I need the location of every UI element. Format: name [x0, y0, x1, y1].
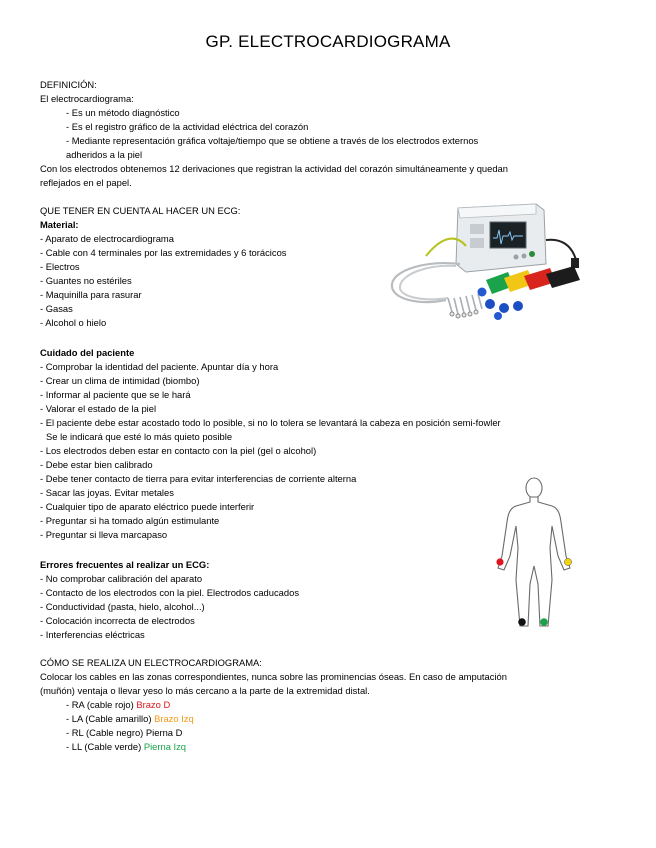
- errors-item: - Contacto de los electrodos con la piel. Electrodos caducados: [40, 587, 300, 598]
- errors-item: - Colocación incorrecta de electrodos: [40, 615, 195, 626]
- patient-care-item: - Debe tener contacto de tierra para evitar interferencias de corriente alterna: [40, 473, 357, 484]
- definition-closing: reflejados en el papel.: [40, 177, 132, 188]
- material-item: - Maquinilla para rasurar: [40, 289, 142, 300]
- errors-item: - No comprobar calibración del aparato: [40, 573, 203, 584]
- lead-rl: - RL (Cable negro) Pierna D: [66, 727, 183, 738]
- material-subheading: Material:: [40, 219, 79, 230]
- electrode-ra: [496, 558, 503, 565]
- patient-care-item: - Preguntar si lleva marcapaso: [40, 529, 168, 540]
- how-section: [40, 656, 640, 754]
- lead-ra-limb: Brazo D: [136, 699, 171, 710]
- material-item: - Alcohol o hielo: [40, 317, 107, 328]
- patient-care-item: Se le indicará que esté lo más quieto posible: [46, 431, 233, 442]
- definition-bullet: - Es un método diagnóstico: [66, 107, 180, 118]
- definition-bullet: - Es el registro gráfico de la actividad eléctrica del corazón: [66, 121, 309, 132]
- body-diagram-image: [486, 476, 582, 636]
- electrode-ll: [540, 618, 548, 626]
- lead-rl-limb: Pierna D: [145, 727, 183, 738]
- patient-care-item: - Informar al paciente que se le hará: [40, 389, 191, 400]
- patient-care-item: - Crear un clima de intimidad (biombo): [40, 375, 200, 386]
- how-text: Colocar los cables en las zonas correspondientes, nunca sobre las prominencias óseas. En caso de amputación: [40, 671, 507, 682]
- lead-ra: - RA (cable rojo) Brazo D: [66, 699, 171, 710]
- patient-care-heading: Cuidado del paciente: [40, 347, 135, 358]
- patient-care-item: - Preguntar si ha tomado algún estimulante: [40, 515, 220, 526]
- material-item: - Electros: [40, 261, 80, 272]
- material-item: - Guantes no estériles: [40, 275, 132, 286]
- ecg-machine-image: [386, 200, 586, 325]
- electrode-la: [564, 558, 571, 565]
- how-heading: CÓMO SE REALIZA UN ELECTROCARDIOGRAMA:: [40, 657, 262, 668]
- how-text: (muñón) ventaja o llevar yeso lo más cercano a la parte de la extremidad distal.: [40, 685, 370, 696]
- patient-care-item: - Comprobar la identidad del paciente. Apuntar día y hora: [40, 361, 279, 372]
- body-diagram-icon: [486, 476, 582, 636]
- electrode-rl: [518, 618, 526, 626]
- lead-ll-limb: Pierna Izq: [143, 741, 187, 752]
- patient-care-item: - Valorar el estado de la piel: [40, 403, 157, 414]
- material-section: [40, 204, 390, 330]
- material-item: - Aparato de electrocardiograma: [40, 233, 174, 244]
- material-item: - Cable con 4 terminales por las extremidades y 6 torácicos: [40, 247, 287, 258]
- material-item: - Gasas: [40, 303, 73, 314]
- definition-closing: Con los electrodos obtenemos 12 derivaciones que registran la actividad del corazón simultáneamente y quedan: [40, 163, 508, 174]
- errors-heading: Errores frecuentes al realizar un ECG:: [40, 559, 210, 570]
- definition-heading: DEFINICIÓN:: [40, 79, 97, 90]
- lead-la: - LA (Cable amarillo) Brazo Izq: [66, 713, 194, 724]
- definition-bullet: adheridos a la piel: [66, 149, 143, 160]
- definition-intro: El electrocardiograma:: [40, 93, 134, 104]
- errors-section: [40, 558, 460, 642]
- definition-section: [40, 78, 640, 190]
- ecg-machine-icon: [386, 200, 586, 325]
- patient-care-item: - Sacar las joyas. Evitar metales: [40, 487, 174, 498]
- patient-care-item: - Los electrodos deben estar en contacto con la piel (gel o alcohol): [40, 445, 317, 456]
- definition-bullet: - Mediante representación gráfica voltaje/tiempo que se obtiene a través de los electrodos externos: [66, 135, 479, 146]
- patient-care-item: - El paciente debe estar acostado todo lo posible, si no lo tolera se levantará la cabeza en posición semi-fowler: [40, 417, 501, 428]
- patient-care-item: - Debe estar bien calibrado: [40, 459, 153, 470]
- patient-care-item: - Cualquier tipo de aparato eléctrico puede interferir: [40, 501, 255, 512]
- material-heading: QUE TENER EN CUENTA AL HACER UN ECG:: [40, 205, 241, 216]
- lead-ll: - LL (Cable verde) Pierna Izq: [66, 741, 187, 752]
- lead-la-limb: Brazo Izq: [154, 713, 194, 724]
- errors-item: - Conductividad (pasta, hielo, alcohol...): [40, 601, 205, 612]
- page-title: GP. ELECTROCARDIOGRAMA: [205, 32, 451, 51]
- errors-item: - Interferencias eléctricas: [40, 629, 145, 640]
